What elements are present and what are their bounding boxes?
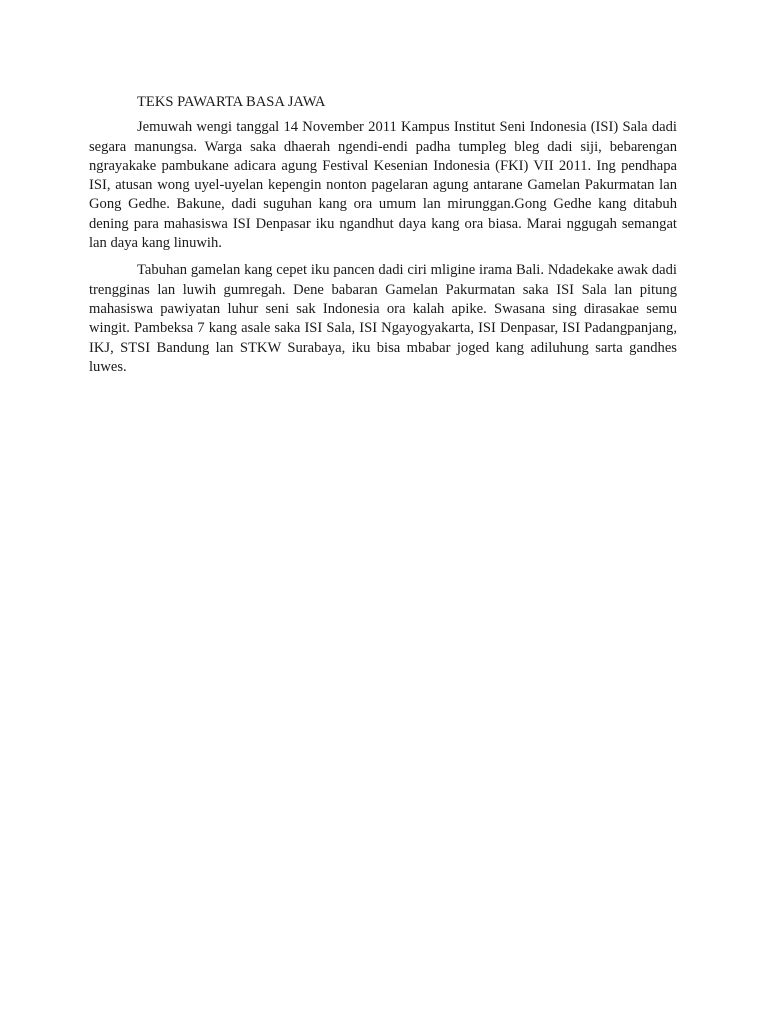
paragraph-2: Tabuhan gamelan kang cepet iku pancen dadi ciri mligine irama Bali. Ndadekake awak dadi trengginas lan luwih gumregah. Dene babaran Gamelan Pakurmatan saka ISI Sala lan pitung mahasiswa pawiyatan luhur seni sak Indonesia ora kalah apike. Swasana sing dirasakae semu wingit. Pambeksa 7 kang asale saka ISI Sala, ISI Ngayogyakarta, ISI Denpasar, ISI Padangpanjang, IKJ, STSI Bandung lan STKW Surabaya, iku bisa mbabar joged kang adiluhung sarta gandhes luwes. — [89, 262, 677, 375]
document-title: TEKS PAWARTA BASA JAWA — [137, 94, 326, 110]
paragraph-1: Jemuwah wengi tanggal 14 November 2011 Kampus Institut Seni Indonesia (ISI) Sala dadi segara manungsa. Warga saka dhaerah ngendi-endi padha tumpleg bleg dadi siji, bebarengan ngrayakake pambukane adicara agung Festival Kesenian Indonesia (FKI) VII 2011. Ing pendhapa ISI, atusan wong uyel-uyelan kepengin nonton pagelaran agung antarane Gamelan Pakurmatan lan Gong Gedhe. Bakune, dadi suguhan kang ora umum lan mirunggan.Gong Gedhe kang ditabuh dening para mahasiswa ISI Denpasar iku ngandhut daya kang ora biasa. Marai nggugah semangat lan daya kang linuwih. — [89, 119, 677, 252]
document-body — [89, 93, 677, 385]
